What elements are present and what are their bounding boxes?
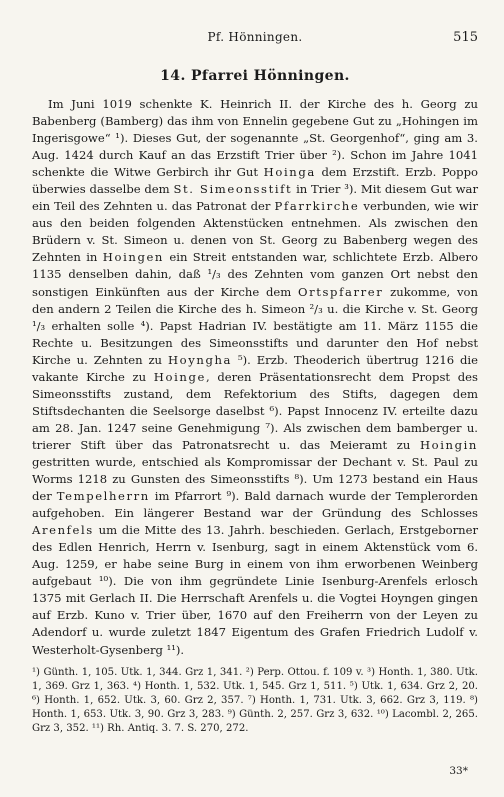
spaced-term: Hoyngha bbox=[167, 352, 233, 367]
spaced-term: Ortspfarrer bbox=[298, 284, 384, 299]
spaced-term: St. Simeonsstift bbox=[173, 182, 293, 197]
running-head bbox=[32, 30, 478, 50]
footnotes bbox=[32, 666, 478, 737]
sheet-signature: 33* bbox=[449, 765, 468, 777]
spaced-term: Pfarrkirche bbox=[274, 199, 360, 214]
body-paragraph: Im Juni 1019 schenkte K. Heinrich II. der Kirche des h. Georg zu Babenberg (Bamberg) das ihm von Ennelin gegebene Gut zu „Hohingen im Ingerisgowe“ ¹). Dieses Gut, der sogenannte „St. Georgenhof“, ging am 3. Aug. 1424 durch Kauf an das Erzstift Trier über ²). Schon im Jahre 1041 schenkte die Witwe Gerbirch ihr Gut Hoinga dem Erzstift. Erzb. Poppo überwies dasselbe dem St. Simeonsstift in Trier ³). Mit diesem Gut war ein Teil des Zehnten u. das Patronat der Pfarrkirche verbunden, wie wir aus den beiden folgenden Aktenstücken entnehmen. Als zwischen den Brüdern v. St. Simeon u. denen von St. Georg zu Babenberg wegen des Zehnten in Hoingen ein Streit entstanden war, schlichtete Erzb. Albero 1135 denselben dahin, daß ¹/₃ des Zehnten vom ganzen Ort nebst den sonstigen Einkünften aus der Kirche dem Ortspfarrer zukomme, von den andern 2 Teilen die Kirche des h. Simeon ²/₃ u. die Kirche v. St. Georg ¹/₃ erhalten solle ⁴). Papst Hadrian IV. bestätigte am 11. März 1155 die Rechte u. Besitzungen des Simeonsstifts und darunter den Hof nebst Kirche u. Zehnten zu Hoyngha ⁵). Erzb. Theoderich übertrug 1216 die vakante Kirche zu Hoinge, deren Präsentationsrecht dem Propst des Simeonsstifts zustand, dem Refektorium des Stifts, dagegen dem Stiftsdechanten die Seelsorge daselbst ⁶). Papst Innocenz IV. erteilte dazu am 28. Jan. 1247 seine Genehmigung ⁷). Als zwischen dem bamberger u. trierer Stift über das Patronatsrecht u. das Meieramt zu Hoingin gestritten wurde, entschied als Kompromissar der Dechant v. St. Paul zu Worms 1218 zu Gunsten des Simeonsstifts ⁸). Um 1273 bestand ein Haus der Tempelherrn im Pfarrort ⁹). Bald darnach wurde der Templerorden aufgehoben. Ein längerer Bestand war der Gründung des Schlosses Arenfels um die Mitte des 13. Jahrh. beschieden. Gerlach, Erstgeborner des Edlen Henrich, Herrn v. Isenburg, sagt in einem Aktenstück vom 6. Aug. 1259, er habe seine Burg in einem von ihm erworbenen Weinberg aufgebaut ¹⁰). Die von ihm gegründete Linie Isenburg-Arenfels erlosch 1375 mit Gerlach II. Die Herrschaft Arenfels u. die Vogtei Hoyngen gingen auf Erzb. Kuno v. Trier über, 1670 auf den Freiherrn von der Leyen zu Adendorf u. wurde zuletzt 1847 Eigentum des Grafen Friedrich Ludolf v. Westerholt-Gysenberg ¹¹). bbox=[32, 97, 478, 657]
spaced-term: Hoingen bbox=[102, 250, 164, 265]
spaced-term: Hoingin bbox=[419, 437, 478, 452]
footnote-block: ¹) Günth. 1, 105. Utk. 1, 344. Grz 1, 341. ²) Perp. Ottou. f. 109 v. ³) Honth. 1, 380. Utk. 1, 369. Grz 1, 363. ⁴) Honth. 1, 532. Utk. 1, 545. Grz 1, 511. ⁵) Utk. 1, 634. Grz 2, 20. ⁶) Honth. 1, 652. Utk. 3, 60. Grz 2, 357. ⁷) Honth. 1, 731. Utk. 3, 662. Grz 3, 119. ⁸) Honth. 1, 653. Utk. 3, 90. Grz 3, 283. ⁹) Günth. 2, 257. Grz 3, 632. ¹⁰) Lacombl. 2, 265. Grz 3, 352. ¹¹) Rh. Antiq. 3. 7. S. 270, 272. bbox=[32, 666, 478, 735]
section-title: 14. Pfarrei Hönningen. bbox=[160, 68, 350, 84]
spaced-term: Arenfels bbox=[32, 523, 94, 538]
running-title: Pf. Hönningen. bbox=[207, 30, 303, 44]
spaced-term: Tempelherrn bbox=[56, 489, 150, 504]
spaced-term: Hoinge bbox=[153, 369, 206, 384]
page-number: 515 bbox=[453, 30, 478, 45]
spaced-term: Hoinga bbox=[263, 165, 316, 180]
